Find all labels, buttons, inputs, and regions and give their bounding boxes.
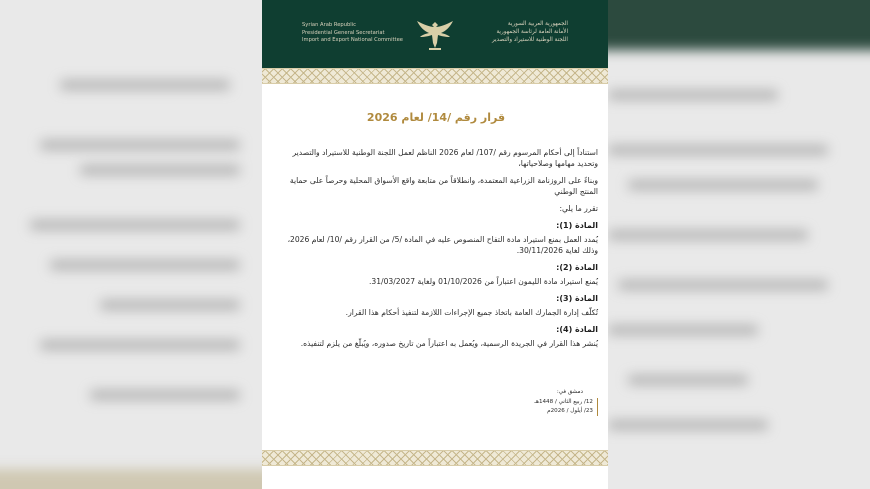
- preamble-paragraph: وبناءً على الروزنامة الزراعية المعتمدة، وانطلاقاً من متابعة واقع الأسواق المحلية وحرصاً على حماية المنتج الوطني: [289, 176, 598, 196]
- article-text: تُكلّف إدارة الجمارك العامة باتخاذ جميع الإجراءات اللازمة لتنفيذ أحكام هذا القرار.: [345, 308, 598, 317]
- preamble-paragraph: استناداً إلى أحكام المرسوم رقم /107/ لعام 2026 الناظم لعمل اللجنة الوطنية للاستيراد والتصدير وتحديد مهامها وصلاحياتها،: [292, 148, 598, 168]
- signature-gregorian-date: 23/ أيلول / 2026م: [547, 408, 593, 414]
- header-ar-line: الجمهورية العربية السورية: [507, 21, 568, 27]
- header-ar-line: اللجنة الوطنية للاستيراد والتصدير: [491, 37, 568, 43]
- document-body: [262, 112, 608, 349]
- header-arabic-text: [492, 20, 568, 44]
- blurred-background-left: [0, 0, 262, 489]
- header-ar-line: الأمانة العامة لرئاسة الجمهورية: [496, 29, 568, 35]
- blurred-background-right: [608, 0, 870, 489]
- header-english-text: [302, 22, 403, 45]
- article-title: المادة (2):: [556, 263, 598, 272]
- article-title: المادة (1):: [556, 221, 598, 230]
- article-text: يُنشر هذا القرار في الجريدة الرسمية، ويُعمل به اعتباراً من تاريخ صدوره، ويُبلّغ من يلزم لتنفيذه.: [300, 339, 598, 348]
- header-en-line: Import and Export National Committee: [302, 37, 403, 43]
- signature-hijri-date: 12/ ربيع الثاني / 1448هـ: [534, 399, 593, 405]
- article-text: يُمنع استيراد مادة الليمون اعتباراً من 01/10/2026 ولغاية 31/03/2027.: [368, 277, 598, 286]
- document-header: [262, 0, 608, 68]
- decision-document: [262, 0, 608, 489]
- eagle-emblem-icon: [415, 18, 455, 52]
- header-ornament-border: [262, 68, 608, 84]
- header-en-line: Syrian Arab Republic: [302, 22, 357, 28]
- article-title: المادة (4):: [556, 325, 598, 334]
- signature-block: [534, 389, 598, 416]
- article-title: المادة (3):: [556, 294, 598, 303]
- footer-ornament-border: [262, 450, 608, 466]
- decides-line: تقرر ما يلي:: [559, 204, 598, 213]
- signature-city: دمشق في:: [556, 389, 583, 395]
- decision-title: قرار رقم /14/ لعام 2026: [366, 111, 506, 124]
- header-en-line: Presidential General Secretariat: [302, 29, 385, 36]
- article-text: يُمدد العمل بمنع استيراد مادة التفاح المنصوص عليه في المادة /5/ من القرار رقم /10/ لعام 2026، وذلك لغاية 30/11/2026.: [287, 235, 598, 255]
